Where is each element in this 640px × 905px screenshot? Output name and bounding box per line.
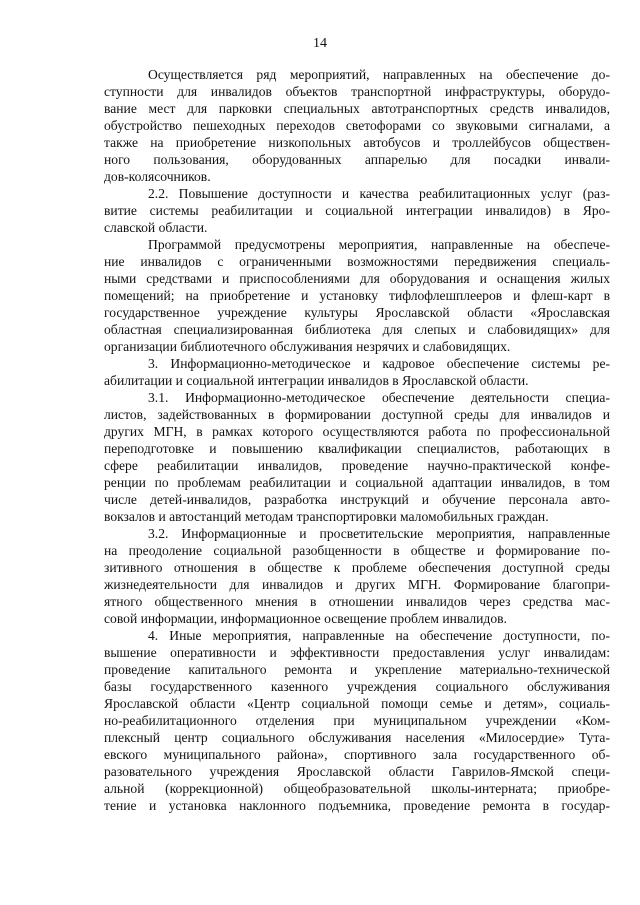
text-line: евского муниципального района», спортивного зала государственного об- <box>104 747 610 762</box>
text-line: Программой предусмотрены мероприятия, направленные на обеспече- <box>148 237 610 252</box>
text-line: на преодоление социальной разобщенности в обществе и формирование по- <box>104 543 610 558</box>
text-line: 3.1. Информационно-методическое обеспечение деятельности специа- <box>148 390 610 405</box>
text-line: 4. Иные мероприятия, направленные на обеспечение доступности, по- <box>148 628 610 643</box>
text-line: 3.2. Информационные и просветительские мероприятия, направленные <box>148 526 610 541</box>
text-line: зитивного отношения в обществе к проблеме обеспечения доступной среды <box>104 560 610 575</box>
text-line: государственное учреждение культуры Ярославской области «Ярославская <box>104 305 610 320</box>
text-line: сфере реабилитации инвалидов, проведение научно-практической конфе- <box>104 458 610 473</box>
body-text <box>104 66 610 814</box>
text-line: ными средствами и приспособлениями для оборудования и оснащения жилых <box>104 271 610 286</box>
text-line: помещений; на приобретение и установку тифлофлешплееров и флеш-карт в <box>104 288 610 303</box>
text-line: обустройство пешеходных переходов светофорами со звуковыми сигналами, а <box>104 118 610 133</box>
text-line: вокзалов и автостанций методам транспортировки маломобильных граждан. <box>104 509 549 524</box>
text-line: других МГН, в рамках которого осуществляются работа по профессиональной <box>104 424 610 439</box>
text-line: ного пользования, оборудованных аппарелью для посадки инвали- <box>104 152 610 167</box>
text-line: числе детей-инвалидов, разработка инструкций и обучение персонала авто- <box>104 492 610 507</box>
text-line: 3. Информационно-методическое и кадровое обеспечение системы ре- <box>148 356 610 371</box>
text-line: вание мест для парковки специальных автотранспортных средств инвалидов, <box>104 101 610 116</box>
text-line: жизнедеятельности для инвалидов и других МГН. Формирование благопри- <box>104 577 610 592</box>
page-number: 14 <box>313 36 327 51</box>
text-line: вышение оперативности и эффективности предоставления услуг инвалидам: <box>104 645 610 660</box>
text-line: ятного общественного мнения в отношении инвалидов через средства мас- <box>104 594 610 609</box>
text-line: областная специализированная библиотека для слепых и слабовидящих» для <box>104 322 610 337</box>
text-line: тение и установка наклонного подъемника, проведение ремонта в государ- <box>104 798 610 813</box>
text-line: разовательного учреждения Ярославской области Гаврилов-Ямской специ- <box>104 764 610 779</box>
text-line: славской области. <box>104 220 208 235</box>
text-line: проведение капитального ремонта и укрепление материально-технической <box>104 662 610 677</box>
text-line: но-реабилитационного отделения при муниципальном учреждении «Ком- <box>104 713 610 728</box>
text-line: Ярославской области «Центр социальной помощи семье и детям», социаль- <box>104 696 610 711</box>
text-line: совой информации, информационное освещение проблем инвалидов. <box>104 611 507 626</box>
text-line: абилитации и социальной интеграции инвалидов в Ярославской области. <box>104 373 529 388</box>
text-line: 2.2. Повышение доступности и качества реабилитационных услуг (раз- <box>148 186 610 201</box>
text-line: ступности для инвалидов объектов транспортной инфраструктуры, оборудо- <box>104 84 610 99</box>
text-line: дов-колясочников. <box>104 169 211 184</box>
text-line: листов, задействованных в формировании доступной среды для инвалидов и <box>104 407 610 422</box>
text-line: ренции по проблемам реабилитации и социальной адаптации инвалидов, в том <box>104 475 610 490</box>
text-line: витие системы реабилитации и социальной интеграции инвалидов) в Яро- <box>104 203 610 218</box>
text-line: переподготовке и повышению квалификации специалистов, работающих в <box>104 441 610 456</box>
text-line: организации библиотечного обслуживания незрячих и слабовидящих. <box>104 339 511 354</box>
text-line: Осуществляется ряд мероприятий, направленных на обеспечение до- <box>148 67 610 82</box>
text-line: ние инвалидов с ограниченными возможностями передвижения специаль- <box>104 254 610 269</box>
text-line: также на приобретение низкопольных автобусов и троллейбусов обществен- <box>104 135 610 150</box>
text-line: плексный центр социального обслуживания населения «Милосердие» Тута- <box>104 730 610 745</box>
text-line: альной (коррекционной) общеобразовательной школы-интерната; приобре- <box>104 781 610 796</box>
text-line: базы государственного казенного учреждения социального обслуживания <box>104 679 610 694</box>
